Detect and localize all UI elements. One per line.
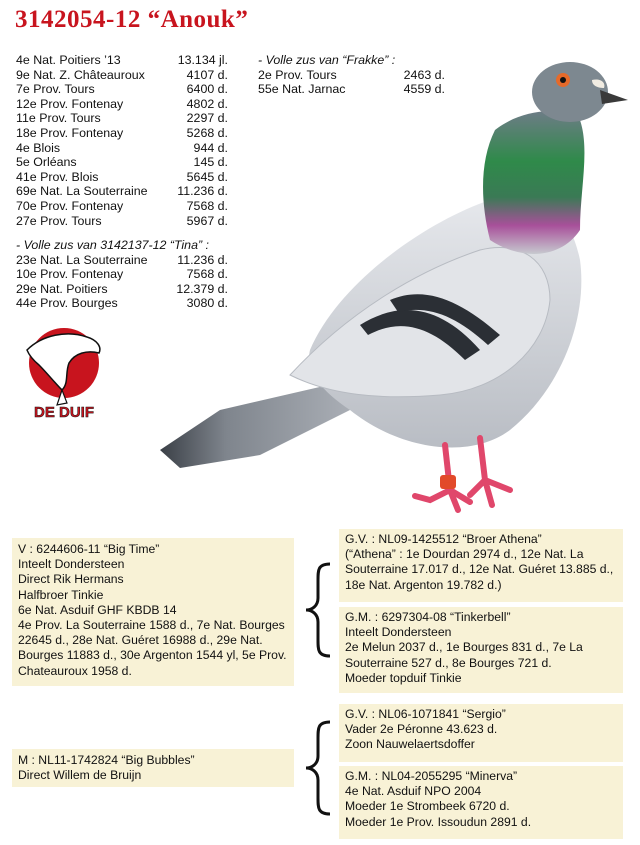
result-value: 145 d.: [193, 155, 228, 170]
result-place: 70e Prov. Fontenay: [16, 198, 124, 213]
result-value: 5967 d.: [186, 213, 228, 228]
result-place: 44e Prov. Bourges: [16, 296, 118, 311]
result-place: 55e Nat. Jarnac: [258, 82, 346, 97]
result-value: 4802 d.: [186, 96, 228, 111]
result-value: 5645 d.: [186, 169, 228, 184]
result-place: 4e Blois: [16, 140, 61, 155]
result-value: 4559 d.: [403, 82, 445, 97]
result-place: 12e Prov. Fontenay: [16, 96, 124, 111]
pedigree-line: Inteelt Dondersteen: [345, 625, 452, 640]
result-place: 41e Prov. Blois: [16, 169, 99, 184]
pedigree-line: G.V. : NL06-1071841 “Sergio”: [345, 707, 506, 721]
pedigree-line: Moeder topduif Tinkie: [345, 670, 462, 685]
result-place: 9e Nat. Z. Châteauroux: [16, 67, 145, 82]
result-place: 29e Nat. Poitiers: [16, 281, 108, 296]
result-value: 4107 d.: [186, 67, 228, 82]
result-place: 10e Prov. Fontenay: [16, 267, 124, 282]
result-value: 11.236 d.: [177, 252, 228, 267]
pigeon-photo: [140, 50, 630, 520]
result-place: 5e Orléans: [16, 155, 77, 170]
result-place: 27e Prov. Tours: [16, 213, 102, 228]
pedigree-line: Bourges 11883 d., 30e Argenton 1544 yl, 5e Prov.: [18, 648, 287, 663]
granddam-paternal-box: [339, 607, 623, 693]
result-value: 7568 d.: [186, 267, 228, 282]
pedigree-line: 4e Prov. La Souterraine 1588 d., 7e Nat. Bourges: [18, 618, 285, 633]
pedigree-line: 18e Nat. Argenton 19.782 d.): [345, 577, 502, 592]
logo-text: DE DUIF: [34, 404, 94, 420]
sibling-tina-heading: - Volle zus van 3142137-12 “Tina” :: [16, 238, 209, 252]
result-place: 7e Prov. Tours: [16, 82, 95, 97]
pigeon-title: 3142054-12 “Anouk”: [15, 6, 249, 33]
pedigree-line: Direct Willem de Bruijn: [18, 768, 142, 783]
result-place: 11e Prov. Tours: [16, 111, 101, 126]
pedigree-line: 22645 d., 28e Nat. Guéret 16988 d., 29e Nat.: [18, 633, 263, 648]
pedigree-line: 4e Nat. Asduif NPO 2004: [345, 784, 482, 799]
pedigree-line: G.V. : NL09-1425512 “Broer Athena”: [345, 532, 542, 546]
pedigree-line: 6e Nat. Asduif GHF KBDB 14: [18, 602, 177, 617]
grandsire-maternal-box: [339, 704, 623, 762]
sibling-frakke-heading: - Volle zus van “Frakke” :: [258, 53, 396, 67]
result-value: 3080 d.: [186, 296, 228, 311]
pedigree-line: Souterraine 17.017 d., 12e Nat. Guéret 13.885 d.,: [345, 562, 614, 577]
pedigree-line: 2e Melun 2037 d., 1e Bourges 831 d., 7e La: [345, 640, 583, 655]
brace-icon: [300, 718, 336, 818]
result-value: 2463 d.: [403, 67, 445, 82]
pedigree-line: Moeder 1e Prov. Issoudun 2891 d.: [345, 814, 532, 829]
granddam-maternal-box: [339, 766, 623, 839]
result-place: 23e Nat. La Souterraine: [16, 252, 148, 267]
result-value: 12.379 d.: [176, 281, 228, 296]
pedigree-line: Direct Rik Hermans: [18, 572, 124, 587]
pedigree-line: Inteelt Dondersteen: [18, 557, 125, 572]
pedigree-line: Chateauroux 1958 d.: [18, 663, 132, 678]
pedigree-line: Souterraine 527 d., 8e Bourges 721 d.: [345, 655, 552, 670]
de-duif-logo: [17, 325, 112, 420]
brace-icon: [300, 560, 336, 660]
result-value: 5268 d.: [186, 125, 228, 140]
result-place: 2e Prov. Tours: [258, 67, 337, 82]
result-place: 69e Nat. La Souterraine: [16, 184, 148, 199]
result-value: 11.236 d.: [177, 184, 228, 199]
result-value: 944 d.: [193, 140, 228, 155]
pedigree-line: G.M. : NL04-2055295 “Minerva”: [345, 769, 518, 783]
result-value: 2297 d.: [186, 111, 228, 126]
sire-box: [12, 538, 294, 686]
grandsire-paternal-box: [339, 529, 623, 602]
pedigree-line: M : NL11-1742824 “Big Bubbles”: [18, 753, 195, 767]
pedigree-line: (“Athena” : 1e Dourdan 2974 d., 12e Nat. La: [345, 547, 584, 562]
result-place: 18e Prov. Fontenay: [16, 125, 124, 140]
result-value: 6400 d.: [186, 82, 228, 97]
pedigree-line: Moeder 1e Strombeek 6720 d.: [345, 799, 510, 814]
pedigree-line: V : 6244606-11 “Big Time”: [18, 542, 160, 556]
result-value: 7568 d.: [186, 198, 228, 213]
result-value: 13.134 jl.: [177, 53, 228, 67]
pedigree-line: G.M. : 6297304-08 “Tinkerbell”: [345, 610, 511, 624]
pedigree-line: Halfbroer Tinkie: [18, 587, 104, 602]
pedigree-line: Vader 2e Péronne 43.623 d.: [345, 722, 498, 737]
result-place: 4e Nat. Poitiers ’13: [16, 53, 121, 67]
dam-box: [12, 749, 294, 787]
pedigree-line: Zoon Nauwelaertsdoffer: [345, 737, 475, 752]
dove-logo-icon: [17, 325, 112, 420]
